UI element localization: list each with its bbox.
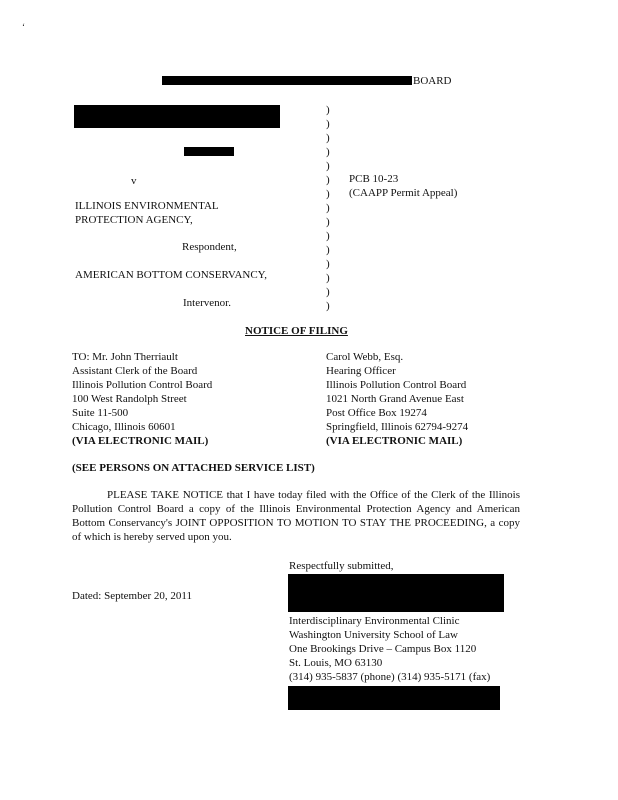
caption-parentheses: [326, 103, 334, 313]
addressee-right-line: Springfield, Illinois 62794-9274: [326, 421, 469, 433]
addressee-right: [326, 350, 468, 448]
intervenor-name: AMERICAN BOTTOM CONSERVANCY,: [75, 269, 267, 281]
paren: ): [326, 132, 330, 144]
signature-address: [289, 614, 490, 684]
service-list-note: (SEE PERSONS ON ATTACHED SERVICE LIST): [72, 462, 315, 474]
redaction-bar-header: [162, 76, 412, 85]
addressee-left-via: (VIA ELECTRONIC MAIL): [72, 435, 209, 447]
addressee-left-line: Suite 11-500: [72, 407, 129, 419]
case-number: PCB 10-23: [349, 173, 399, 185]
addressee-left: [72, 350, 212, 448]
paren: ): [326, 118, 330, 130]
paren: ): [326, 244, 330, 256]
notice-title: NOTICE OF FILING: [245, 325, 348, 337]
signature-address-line: One Brookings Drive – Campus Box 1120: [289, 643, 477, 655]
case-info: [349, 172, 457, 200]
addressee-left-line: Assistant Clerk of the Board: [72, 365, 198, 377]
addressee-left-line: 100 West Randolph Street: [72, 393, 187, 405]
redaction-bar-email: [288, 686, 500, 710]
signature-address-line: (314) 935-5837 (phone) (314) 935-5171 (fax): [289, 671, 491, 683]
paren: ): [326, 230, 330, 242]
addressee-right-line: Post Office Box 19274: [326, 407, 427, 419]
respondent-name: [75, 199, 219, 227]
paren: ): [326, 146, 330, 158]
paren: ): [326, 104, 330, 116]
addressee-right-line: 1021 North Grand Avenue East: [326, 393, 464, 405]
signature-address-line: Washington University School of Law: [289, 629, 458, 641]
board-heading-suffix: BOARD: [413, 75, 452, 87]
addressee-right-via: (VIA ELECTRONIC MAIL): [326, 435, 463, 447]
dated-line: Dated: September 20, 2011: [72, 590, 192, 602]
addressee-right-line: Hearing Officer: [326, 365, 396, 377]
redaction-bar-petitioner: [74, 105, 280, 128]
paren: ): [326, 188, 330, 200]
paren: ): [326, 216, 330, 228]
versus-label: v: [131, 175, 137, 187]
addressee-left-line: Chicago, Illinois 60601: [72, 421, 176, 433]
case-type: (CAAPP Permit Appeal): [349, 187, 458, 199]
respondent-role: Respondent,: [182, 241, 237, 253]
paren: ): [326, 174, 330, 186]
addressee-left-line: TO: Mr. John Therriault: [72, 351, 178, 363]
paren: ): [326, 202, 330, 214]
respondent-name-line-1: ILLINOIS ENVIRONMENTAL: [75, 200, 219, 212]
closing-line: Respectfully submitted,: [289, 560, 394, 572]
paren: ): [326, 258, 330, 270]
addressee-left-line: Illinois Pollution Control Board: [72, 379, 213, 391]
paren: ): [326, 160, 330, 172]
signature-address-line: St. Louis, MO 63130: [289, 657, 383, 669]
intervenor-role: Intervenor.: [183, 297, 231, 309]
signature-address-line: Interdisciplinary Environmental Clinic: [289, 615, 460, 627]
notice-body-paragraph: PLEASE TAKE NOTICE that I have today filed with the Office of the Clerk of the Illinois Pollution Control Board a copy of the Illinois Environmental Protection Agency and American Bottom Conservancy's JOINT OPPOSITION TO MOTION TO STAY THE PROCEEDING, a copy of which is hereby served upon you.: [72, 489, 520, 543]
paren: ): [326, 272, 330, 284]
addressee-right-line: Carol Webb, Esq.: [326, 351, 404, 363]
paren: ): [326, 300, 330, 312]
paren: ): [326, 286, 330, 298]
redaction-bar-signature: [288, 574, 504, 612]
corner-mark: ‘: [22, 22, 25, 32]
redaction-bar-petitioner-role: [184, 147, 234, 156]
addressee-right-line: Illinois Pollution Control Board: [326, 379, 467, 391]
respondent-name-line-2: PROTECTION AGENCY,: [75, 214, 193, 226]
